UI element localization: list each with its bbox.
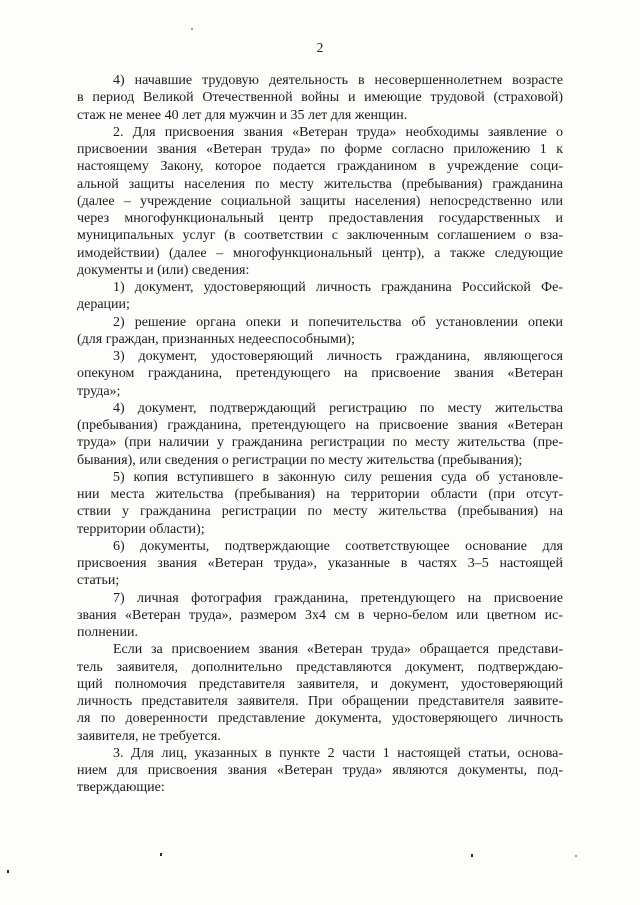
paragraph	[77, 72, 563, 124]
text-line: тель заявителя, дополнительно представляются документ, подтверждаю-	[77, 659, 563, 675]
text-line: 3) документ, удостоверяющий личность гражданина, являющегося	[113, 349, 563, 364]
text-line: 6) документы, подтверждающие соответствующее основание для	[113, 538, 563, 554]
text-line: (далее – учреждение социальной защиты населения) непосредственно или	[77, 193, 563, 209]
text-line: имодействии) (далее – многофункциональный центр), а также следующие	[77, 245, 563, 261]
text-line: статьи;	[77, 573, 120, 589]
paragraph	[77, 400, 563, 469]
text-line: Если за присвоением звания «Ветеран труда» обращается представи-	[113, 642, 563, 658]
text-line: стаж не менее 40 лет для мужчин и 35 лет для женщин.	[77, 107, 408, 123]
text-line: бывания), или сведения о регистрации по месту жительства (пребывания);	[77, 452, 523, 468]
text-line: ля по доверенности представление документа, удостоверяющего личность	[77, 711, 563, 727]
scan-speck	[575, 855, 577, 857]
text-line: 2. Для присвоения звания «Ветеран труда» необходимы заявление о	[113, 124, 563, 140]
text-line: муниципальных услуг (в соответствии с заключенным соглашением о вза-	[77, 228, 563, 244]
text-line: документы и (или) сведения:	[77, 262, 250, 278]
text-line: труда» (при наличии у гражданина регистрации по месту жительства (пре-	[77, 435, 563, 451]
text-line: 3. Для лиц, указанных в пункте 2 части 1 настоящей статьи, основа-	[113, 745, 563, 761]
text-line: 4) документ, подтверждающий регистрацию по месту жительства	[113, 400, 563, 416]
text-line: настоящему Закону, которое подается гражданином в учреждение соци-	[77, 159, 563, 175]
text-line: личность представителя заявителя. При обращении представителя заявите-	[77, 694, 563, 709]
page-number: 2	[316, 40, 324, 55]
text-line: звания «Ветеран труда», размером 3х4 см в черно-белом или цветном ис-	[77, 607, 563, 623]
text-line: 7) личная фотография гражданина, претендующего на присвоение	[113, 590, 563, 606]
text-line: щий полномочия представителя заявителя, и документ, удостоверяющий	[77, 676, 563, 692]
document-body	[77, 72, 563, 797]
paragraph	[77, 641, 563, 745]
text-line: 1) документ, удостоверяющий личность гражданина Российской Фе-	[113, 280, 563, 295]
text-line: территории области);	[77, 521, 205, 537]
paragraph	[77, 124, 563, 279]
text-line: альной защиты населения по месту жительства (пребывания) гражданина	[77, 176, 563, 192]
paragraph	[77, 590, 563, 642]
scan-speck	[191, 28, 193, 30]
text-line: опекуном гражданина, претендующего на присвоение звания «Ветеран	[77, 366, 563, 382]
paragraph	[77, 469, 563, 538]
text-line: присвоении звания «Ветеран труда» по форме согласно приложению 1 к	[77, 142, 563, 157]
text-line: полнении.	[77, 625, 138, 640]
text-line: нием для присвоения звания «Ветеран труда» являются документы, под-	[77, 763, 563, 778]
scan-speck	[160, 853, 162, 856]
paragraph	[77, 538, 563, 590]
paragraph	[77, 745, 563, 797]
paragraph	[77, 348, 563, 400]
text-line: 4) начавшие трудовую деятельность в несовершеннолетнем возрасте	[113, 73, 563, 88]
paragraph	[77, 314, 563, 349]
text-line: в период Великой Отечественной войны и имеющие трудовой (страховой)	[77, 90, 563, 106]
text-line: дерации;	[77, 297, 130, 313]
paragraph	[77, 279, 563, 314]
text-line: присвоения звания «Ветеран труда», указанные в частях 3–5 настоящей	[77, 556, 563, 571]
text-line: 5) копия вступившего в законную силу решения суда об установле-	[113, 469, 563, 485]
scan-speck	[471, 854, 473, 857]
text-line: нии места жительства (пребывания) на территории области (при отсут-	[77, 487, 563, 502]
text-line: заявителя, не требуется.	[77, 728, 221, 744]
text-line: тверждающие:	[77, 780, 165, 796]
text-line: (для граждан, признанных недееспособными);	[77, 331, 355, 347]
text-line: ствии у гражданина регистрации по месту жительства (пребывания) на	[77, 504, 563, 520]
scan-speck	[7, 870, 9, 873]
text-line: через многофункциональный центр предоставления государственных и	[77, 211, 563, 226]
text-line: труда»;	[77, 383, 121, 399]
text-line: (пребывания) гражданина, претендующего на присвоение звания «Ветеран	[77, 418, 563, 433]
text-line: 2) решение органа опеки и попечительства об установлении опеки	[113, 314, 563, 330]
